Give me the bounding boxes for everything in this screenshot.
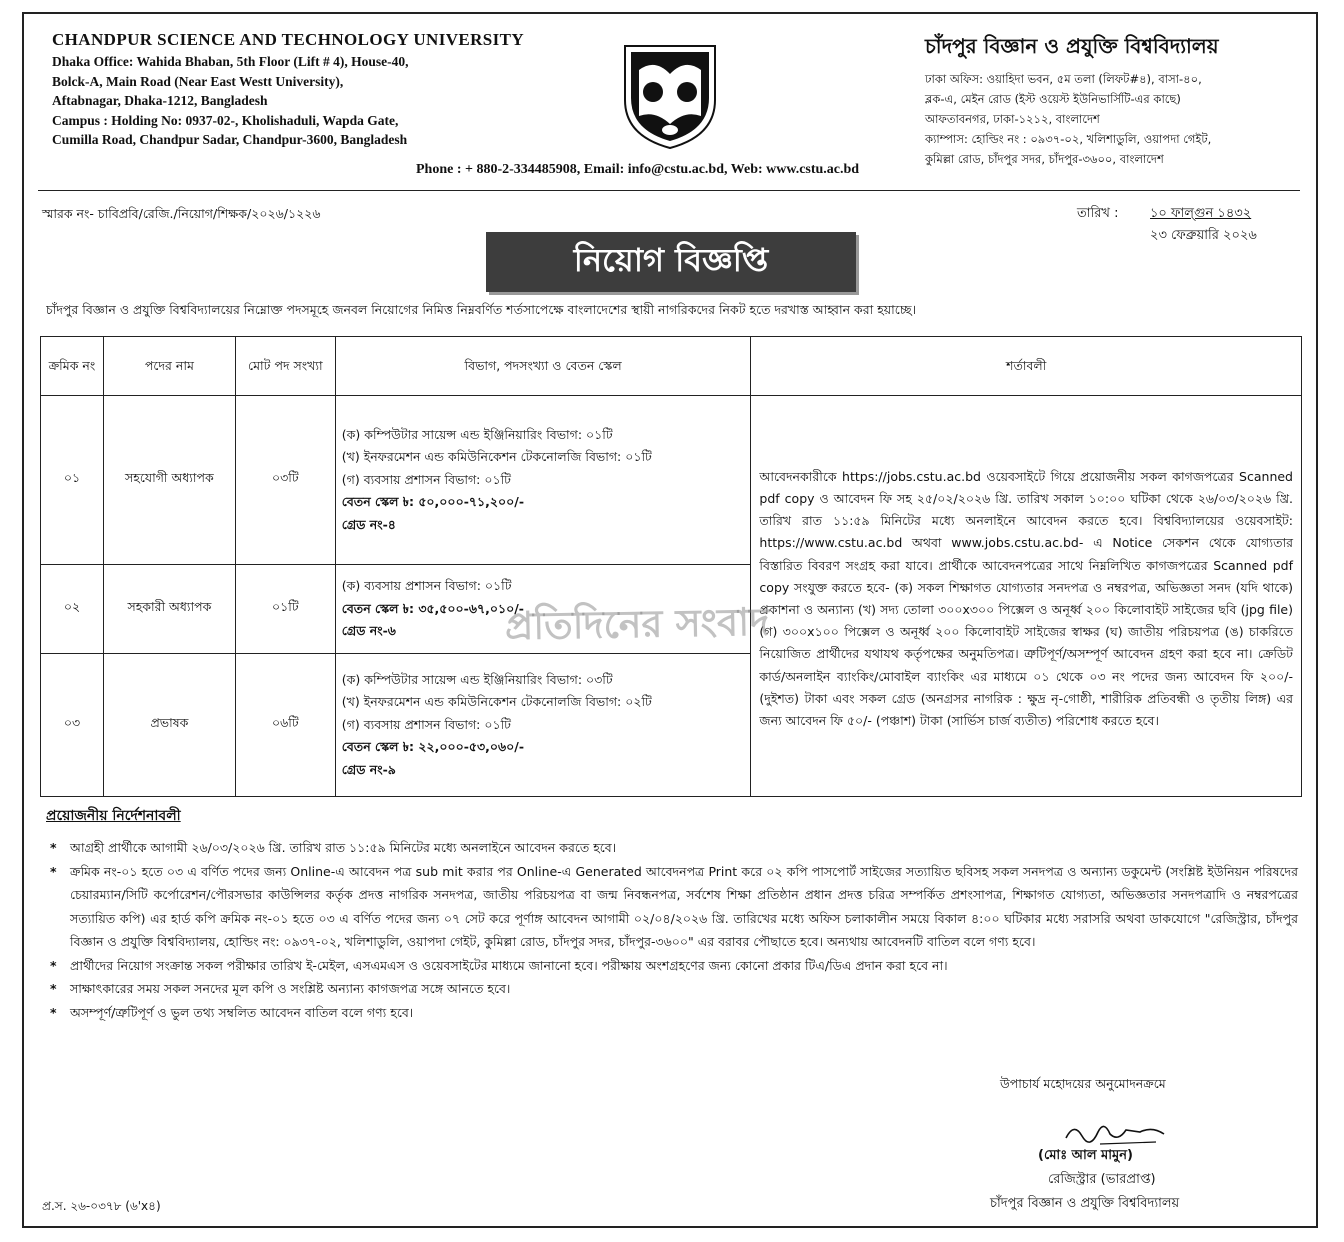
pay-scale: বেতন স্কেল ৳: ৩৫,৫০০-৬৭,০১০/- [341, 600, 524, 616]
date-bangla-calendar: ১০ ফাল্গুন ১৪৩২ [1150, 206, 1252, 221]
signatory-name: (মোঃ আল মামুন) [1038, 1148, 1133, 1163]
post-cell: সহকারী অধ্যাপক [103, 565, 235, 654]
col-dept: বিভাগ, পদসংখ্যা ও বেতন স্কেল [335, 337, 751, 396]
contact-line: Phone : + 880-2-334485908, Email: info@cstu.ac.bd, Web: www.cstu.ac.bd [416, 162, 860, 177]
serial-cell: ০১ [41, 396, 104, 565]
address-line-en: Dhaka Office: Wahida Bhaban, 5th Floor (Lift # 4), House-40, [52, 54, 409, 69]
notice-title: নিয়োগ বিজ্ঞপ্তি [486, 232, 856, 292]
count-cell: ০১টি [235, 565, 335, 654]
dept-line: (ক) ব্যবসায় প্রশাসন বিভাগ: ০১টি [341, 578, 512, 594]
serial-cell: ০২ [41, 565, 104, 654]
grade: গ্রেড নং-৬ [341, 623, 396, 639]
pay-scale: বেতন স্কেল ৳: ৫০,০০০-৭১,২০০/- [341, 494, 525, 510]
serial-cell: ০৩ [41, 654, 104, 797]
bullet-icon: * [50, 1004, 57, 1020]
address-line-en: Aftabnagar, Dhaka-1212, Bangladesh [52, 93, 268, 108]
header-bangla [925, 32, 1310, 169]
header-divider [38, 190, 1300, 191]
bullet-icon: * [50, 981, 57, 996]
instructions-title: প্রয়োজনীয় নির্দেশনাবলী [46, 808, 181, 824]
address-line-bn: আফতাবনগর, ঢাকা-১২১২, বাংলাদেশ [925, 112, 1100, 126]
header-english [52, 30, 612, 150]
instruction-text: ক্রমিক নং-০১ হতে ০৩ এ বর্ণিত পদের জন্য Online-এ আবেদন পত্র sub mit করার পর Online-এ Generated আবেদনপত্র Print করে ০২ কপি পাসপোর্ট সাইজের সত্যায়িত ছবিসহ সকল সনদপত্র ও অন্যান্য ডকুমেন্ট (সংশ্লিষ্ট ইউনিয়ন পরিষদের চেয়ারম্যান/সিটি কর্পোরেশন/পৌরসভার কাউন্সিলর কর্তৃক প্রদত্ত নাগরিক সনদপত্র, জাতীয় পরিচয়পত্র বা জন্ম নিবন্ধনপত্র, সর্বশেষ শিক্ষা প্রতিষ্ঠান প্রধান প্রদত্ত চরিত্র সম্পর্কিত প্রশংসাপত্র, শিক্ষাগত যোগ্যতা, অভিজ্ঞতার সনদপত্রাদি ও নম্বরপত্রের সত্যায়িত কপি) এর হার্ড কপি ক্রমিক নং-০১ হতে ০৩ এ বর্ণিত পদের জন্য ০৭ সেট করে পূর্ণাঙ্গ আবেদন আগামী ০২/০৪/২০২৬ খ্রি. তারিখের মধ্যে অফিস চলাকালীন সময়ে বিকাল ৪:০০ ঘটিকার মধ্যে সরাসরি অথবা ডাকযোগে "রেজিস্ট্রার, চাঁদপুর বিজ্ঞান ও প্রযুক্তি বিশ্ববিদ্যালয়, হোল্ডিং নং: ০৯৩৭-০২, খলিশাডুলি, ওয়াপদা গেইট, কুমিল্লা রোড, চাঁদপুর সদর, চাঁদপুর-৩৬০০" এর বরাবর পৌছাতে হবে। অন্যথায় আবেদনটি বাতিল বলে গণ্য হবে। [70, 863, 1298, 949]
intro-paragraph: চাঁদপুর বিজ্ঞান ও প্রযুক্তি বিশ্ববিদ্যালয়ের নিম্নোক্ত পদসমূহে জনবল নিয়োগের নিমিত্ত নিম্নবর্ণিত শর্তসাপেক্ষে বাংলাদেশের স্থায়ী নাগরিকদের নিকট হতে দরখাস্ত আহ্বান করা হয়াচ্ছে। [46, 302, 917, 317]
col-serial: ক্রমিক নং [41, 337, 104, 396]
dept-line: (খ) ইনফরমেশন এন্ড কমিউনিকেশন টেকনোলজি বিভাগ: ০১টি [341, 449, 652, 465]
university-name-en: CHANDPUR SCIENCE AND TECHNOLOGY UNIVERSITY [52, 30, 525, 49]
address-line-en: Cumilla Road, Chandpur Sadar, Chandpur-3600, Bangladesh [52, 132, 408, 147]
instructions-list [46, 836, 1298, 1024]
posts-table [40, 336, 1302, 797]
university-name-bn: চাঁদপুর বিজ্ঞান ও প্রযুক্তি বিশ্ববিদ্যালয় [925, 34, 1219, 58]
address-line-en: Campus : Holding No: 0937-02-, Kholishaduli, Wapda Gate, [52, 112, 399, 128]
instruction-text: অসম্পূর্ণ/ত্রুটিপূর্ণ ও ভুল তথ্য সম্বলিত আবেদন বাতিল বলে গণ্য হবে। [70, 1004, 414, 1020]
table-row [41, 396, 1302, 565]
address-line-en: Bolck-A, Main Road (Near East Westt University), [52, 73, 344, 89]
address-line-bn: ঢাকা অফিস: ওয়াহিদা ভবন, ৫ম তলা (লিফট#৪), বাসা-৪০, [925, 72, 1202, 86]
address-line-bn: ব্লক-এ, মেইন রোড (ইস্ট ওয়েস্ট ইউনিভার্সিটি-এর কাছে) [925, 92, 1181, 106]
table-header-row [41, 337, 1302, 396]
university-logo-icon [615, 40, 725, 150]
col-conditions: শর্তাবলী [751, 337, 1302, 396]
newspaper-watermark: প্রতিদিনের সংবাদ [504, 599, 770, 649]
conditions-cell: আবেদনকারীকে https://jobs.cstu.ac.bd ওয়েবসাইটে গিয়ে প্রয়োজনীয় সকল কাগজপত্রের Scanned pdf copy ও আবেদন ফি সহ ২৫/০২/২০২৬ খ্রি. তারিখ সকাল ১০:০০ ঘটিকা থেকে ২৬/০৩/২০২৬ খ্রি. তারিখ রাত ১১:৫৯ মিনিটের মধ্যে অনলাইনে আবেদন করতে হবে। বিশ্ববিদ্যালয়ের ওয়েবসাইট: https://www.cstu.ac.bd অথবা www.jobs.cstu.ac.bd- এ Notice সেকশন থেকে যোগ্যতার বিস্তারিত বিবরণ সংগ্রহ করা যাবে। প্রার্থীকে আবেদনপত্রের সাথে নিম্নলিখিত কাগজপত্রের Scanned pdf copy সংযুক্ত করতে হবে- (ক) সকল শিক্ষাগত যোগ্যতার সনদপত্র ও নম্বরপত্র, অভিজ্ঞতা সনদ (যদি থাকে) প্রকাশনা ও অন্যান্য (খ) সদ্য তোলা ৩০০x৩০০ পিক্সেল ও অনূর্ধ্ব ২০০ কিলোবাইট সাইজের ছবি (jpg file) (গ) ৩০০x১০০ পিক্সেল ও অনূর্ধ্ব ২০০ কিলোবাইট সাইজের স্বাক্ষর (ঘ) জাতীয় পরিচয়পত্র (ঙ) চাকরিতে নিয়োজিত প্রার্থীদের যথাযথ কর্তৃপক্ষের অনুমতিপত্র। ত্রুটিপূর্ণ/অসম্পূর্ণ আবেদন গ্রহণ করা হবে না। ক্রেডিট কার্ড/অনলাইন ব্যাংকিং/মোবাইল ব্যাংকিং এর মাধ্যমে ০১ থেকে ০৩ নং পদের জন্য আবেদন ফি ২০০/- (দুইশত) টাকা এবং সকল গ্রেড (অনগ্রসর নাগরিক : ক্ষুদ্র নৃ-গোষ্ঠী, শারীরিক প্রতিবন্ধী ও তৃতীয় লিঙ্গ) এর জন্য আবেদন ফি ৫০/- (পঞ্চাশ) টাকা (সার্ভিস চার্জ ব্যতীত) পরিশোধ করতে হবে। [751, 396, 1302, 797]
bullet-icon: * [50, 863, 57, 879]
dept-line: (খ) ইনফরমেশন এন্ড কমিউনিকেশন টেকনোলজি বিভাগ: ০২টি [341, 694, 652, 710]
count-cell: ০৬টি [235, 654, 335, 797]
post-cell: সহযোগী অধ্যাপক [103, 396, 235, 565]
list-item [46, 1001, 1298, 1025]
date-gregorian: ২৩ ফেব্রুয়ারি ২০২৬ [1150, 228, 1257, 243]
address-line-bn: ক্যাম্পাস: হোল্ডিং নং : ০৯৩৭-০২, খলিশাডুলি, ওয়াপদা গেইট, [925, 132, 1212, 146]
col-post: পদের নাম [103, 337, 235, 396]
approval-note: উপাচার্য মহোদয়ের অনুমোদনক্রমে [1000, 1076, 1166, 1091]
list-item [46, 977, 1298, 1001]
bullet-icon: * [50, 957, 57, 973]
dept-line: (ক) কম্পিউটার সায়েন্স এন্ড ইঞ্জিনিয়ারিং বিভাগ: ০৩টি [341, 671, 613, 687]
list-item [46, 836, 1298, 860]
list-item [46, 954, 1298, 978]
list-item [46, 860, 1298, 954]
col-count: মোট পদ সংখ্যা [235, 337, 335, 396]
signatory-title: রেজিস্ট্রার (ভারপ্রাপ্ত) [1048, 1172, 1156, 1187]
signatory-organization: চাঁদপুর বিজ্ঞান ও প্রযুক্তি বিশ্ববিদ্যালয় [990, 1196, 1180, 1211]
date-label: তারিখ : [1077, 206, 1119, 221]
pay-scale: বেতন স্কেল ৳: ২২,০০০-৫৩,০৬০/- [341, 739, 525, 755]
grade: গ্রেড নং-৪ [341, 516, 396, 532]
grade: গ্রেড নং-৯ [341, 761, 396, 777]
dept-line: (ক) কম্পিউটার সায়েন্স এন্ড ইঞ্জিনিয়ারিং বিভাগ: ০১টি [341, 426, 613, 442]
dept-line: (গ) ব্যবসায় প্রশাসন বিভাগ: ০১টি [341, 471, 511, 487]
memo-reference: স্মারক নং- চাবিপ্রবি/রেজি./নিয়োগ/শিক্ষক/২০২৬/১২২৬ [42, 206, 321, 221]
dept-cell [335, 654, 751, 797]
dept-line: (গ) ব্যবসায় প্রশাসন বিভাগ: ০১টি [341, 716, 511, 732]
dept-cell [335, 396, 751, 565]
address-line-bn: কুমিল্লা রোড, চাঁদপুর সদর, চাঁদপুর-৩৬০০, বাংলাদেশ [925, 152, 1164, 166]
dept-cell [335, 565, 751, 654]
count-cell: ০৩টি [235, 396, 335, 565]
post-cell: প্রভাষক [103, 654, 235, 797]
bullet-icon: * [50, 840, 57, 855]
instruction-text: আগ্রহী প্রার্থীকে আগামী ২৬/০৩/২০২৬ খ্রি. তারিখ রাত ১১:৫৯ মিনিটের মধ্যে অনলাইনে আবেদন করতে হবে। [70, 840, 617, 855]
press-reference: প্র.স. ২৬-০৩৭৮ (৬'x৪) [42, 1199, 161, 1213]
instruction-text: সাক্ষাৎকারের সময় সকল সনদের মূল কপি ও সংশ্লিষ্ট অন্যান্য কাগজপত্র সঙ্গে আনতে হবে। [70, 981, 511, 996]
instruction-text: প্রার্থীদের নিয়োগ সংক্রান্ত সকল পরীক্ষার তারিখ ই-মেইল, এসএমএস ও ওয়েবসাইটের মাধ্যমে জানানো হবে। পরীক্ষায় অংশগ্রহণের জন্য কোনো প্রকার টিএ/ডিএ প্রদান করা হবে না। [70, 957, 948, 973]
